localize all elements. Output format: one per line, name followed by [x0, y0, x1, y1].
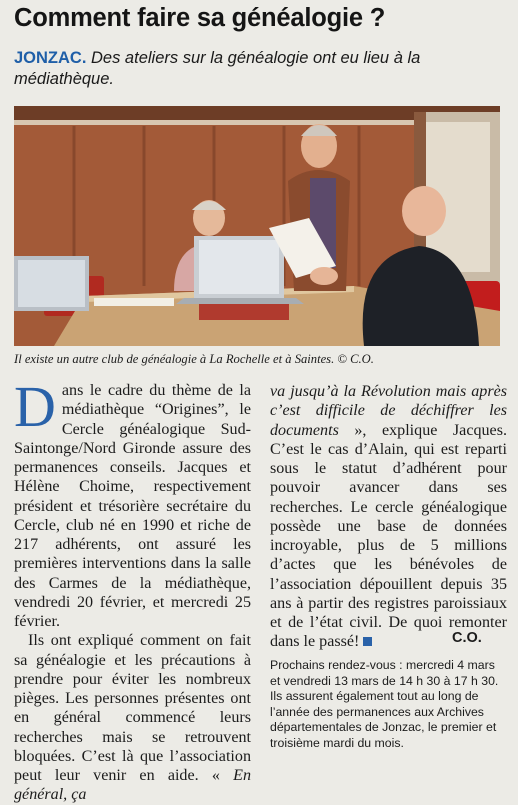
paragraph-1-text: ans le cadre du thème de la médiathèque “Origines”, le Cercle généalogique Sud-Saintonge/Nord Gironde assure des permanences conseils. Jacques et Hélène Choime, respectivement président et trésorière secrétaire du Cercle, club né en 1990 et riche de 217 adhérents, ont assuré les premières interventions dans la salle des Carmes de la médiathèque, vendredi 20 février, et mercredi 25 février. — [14, 382, 251, 630]
photo-caption: Il existe un autre club de généalogie à La Rochelle et à Saintes. © C.O. — [14, 352, 374, 366]
info-box: Prochains rendez-vous : mercredi 4 mars et vendredi 13 mars de 14 h 30 à 17 h 30. Ils assurent également tout au long de l’année des permanences aux Archives départementales de Jonzac, le premier et troisième mardi du mois. — [270, 658, 499, 750]
paragraph-2-text: Ils ont expliqué comment on fait sa généalogie et les précautions à prendre pour éviter les nombreux pièges. Les personnes présentes ont en général commencé leurs recherches mais se retrouvent bloquées. C’est là que l’association peut leur venir en aide. « — [14, 632, 251, 784]
paragraph-2-quote: En général, ça — [14, 767, 251, 804]
end-mark-icon — [363, 637, 372, 646]
article-column-left — [14, 374, 251, 805]
lead-text: Des ateliers sur la généalogie ont eu lieu à la médiathèque. — [14, 49, 421, 88]
paragraph-3-quote: va jusqu’à la Révolution mais après c’est difficile de déchiffrer les documents — [270, 383, 507, 439]
paragraph-3 — [270, 382, 507, 652]
paragraph-1 — [14, 374, 251, 631]
article-signature: C.O. — [452, 630, 482, 646]
article-lead — [14, 48, 504, 90]
paragraph-2 — [14, 631, 251, 804]
article-column-right — [270, 382, 507, 652]
article-photo — [14, 106, 500, 346]
article-title: Comment faire sa généalogie ? — [14, 4, 386, 32]
lead-city: JONZAC. — [14, 49, 87, 67]
photo-illustration — [14, 106, 500, 346]
paragraph-3-text: », explique Jacques. C’est le cas d’Alain, qui est reparti sous le statut d’adhérent pour pouvoir avancer dans ses recherches. Le cercle généalogique possède une base de données incroyable, plus de 5 millions d’actes que les bénévoles de l’association dépouillent depuis 35 ans à partir des registres paroissiaux et de l’état civil. De quoi remonter dans le passé! — [270, 421, 507, 651]
dropcap: D — [14, 374, 56, 439]
